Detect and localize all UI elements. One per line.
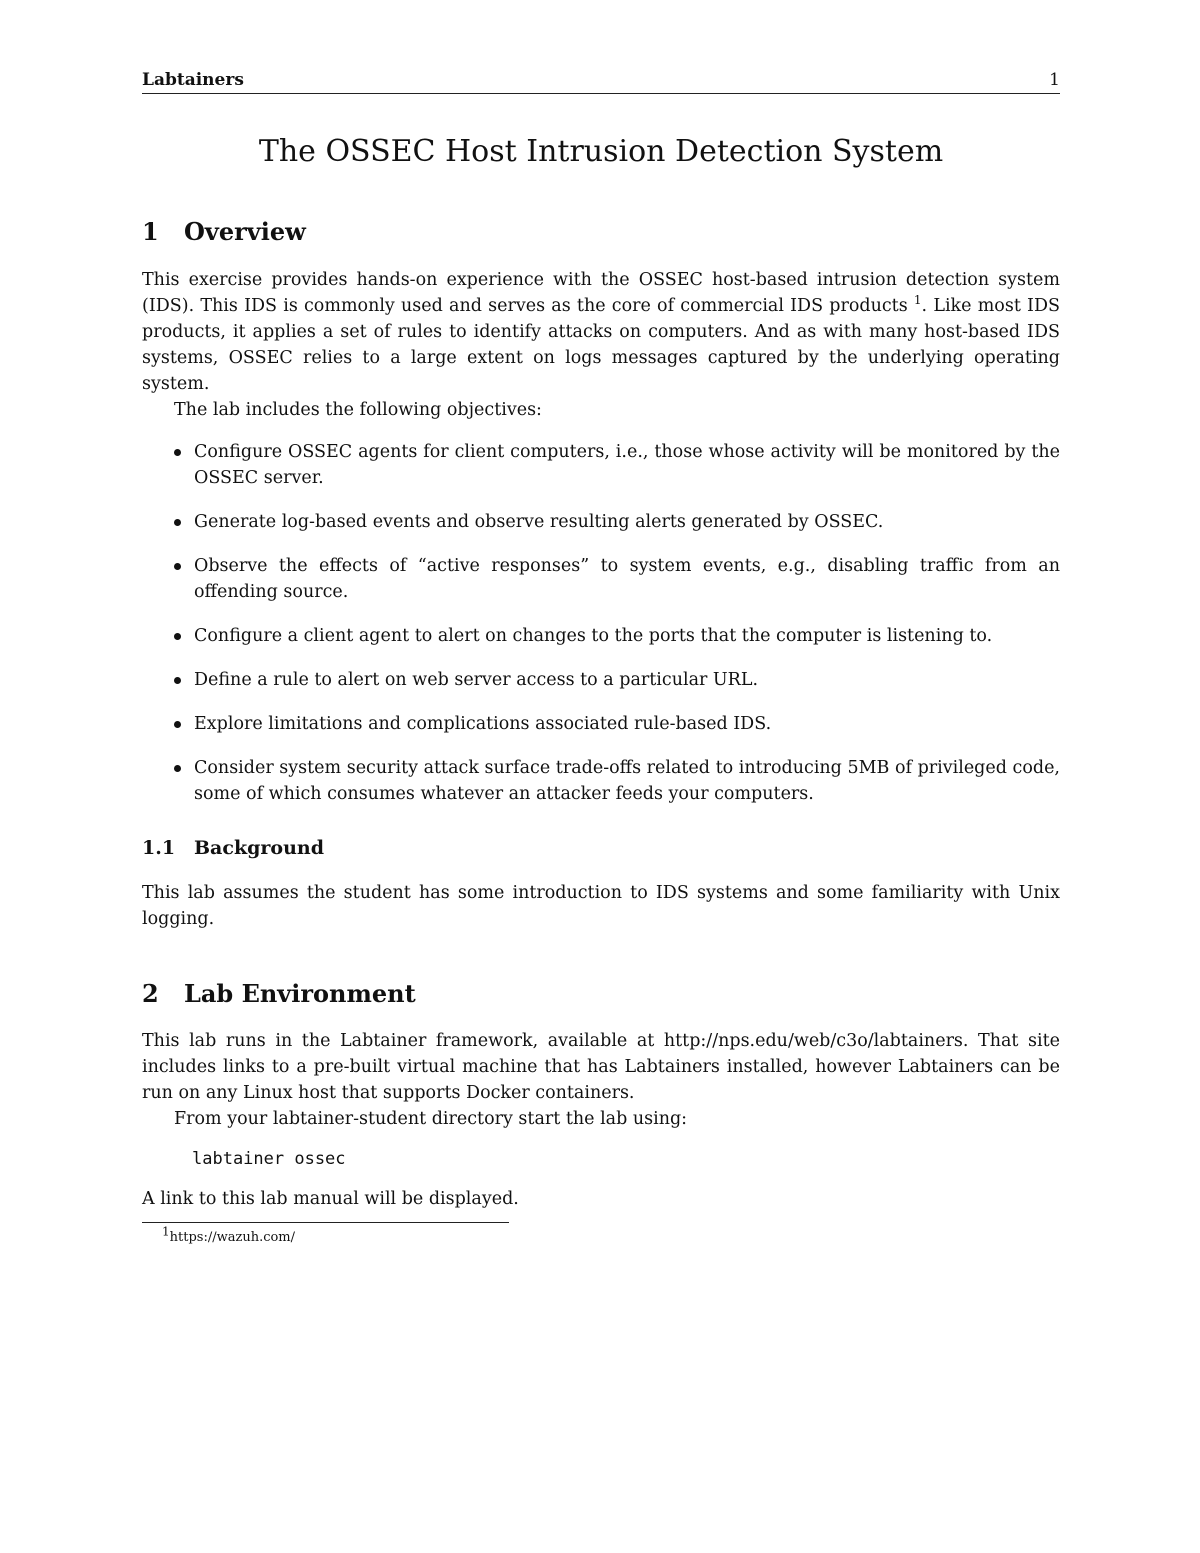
bullet-icon [174, 563, 181, 570]
footnote-link[interactable]: https://wazuh.com/ [169, 1230, 296, 1246]
objective-text: Configure OSSEC agents for client computers, i.e., those whose activity will be monitored by the OSSEC server. [194, 441, 1060, 488]
list-item [142, 509, 1060, 535]
command-block: labtainer ossec [192, 1149, 346, 1170]
header-title: Labtainers [142, 70, 244, 90]
overview-text-a: This exercise provides hands-on experience with the OSSEC host-based intrusion detection system (IDS). This IDS is commonly used and serves as the core of commercial IDS products [142, 269, 1060, 316]
objective-text: Configure a client agent to alert on changes to the ports that the computer is listening to. [194, 625, 993, 646]
list-item [142, 667, 1060, 693]
lab-environment-paragraph: This lab runs in the Labtainer framework, available at http://nps.edu/web/c3o/labtainers. That site includes links to a pre-built virtual machine that has Labtainers installed, however Labtainers can be run on any Linux host that supports Docker containers. [142, 1031, 1060, 1104]
objective-text: Define a rule to alert on web server access to a particular URL. [194, 669, 759, 690]
objective-text: Explore limitations and complications associated rule-based IDS. [194, 713, 772, 734]
start-instructions: From your labtainer-student directory start the lab using: [174, 1109, 688, 1130]
bullet-icon [174, 721, 181, 728]
document-page [142, 70, 1060, 1247]
list-item [142, 755, 1060, 807]
section-heading-overview [142, 218, 1060, 247]
closing-paragraph: A link to this lab manual will be displayed. [142, 1189, 519, 1210]
subsection-heading-background [142, 837, 1060, 860]
objective-text: Generate log-based events and observe resulting alerts generated by OSSEC. [194, 511, 884, 532]
bullet-icon [174, 677, 181, 684]
objective-text: Observe the effects of “active responses” to system events, e.g., disabling traffic from an offending source. [194, 555, 1060, 602]
page-number: 1 [1049, 70, 1060, 90]
background-paragraph: This lab assumes the student has some introduction to IDS systems and some familiarity with Unix logging. [142, 882, 1060, 929]
overview-paragraph [142, 267, 1060, 397]
overview-text-b: . Like most IDS products, it applies a set of rules to identify attacks on computers. And as with many host-based IDS systems, OSSEC relies to a large extent on logs messages captured by the underlying operating system. [142, 295, 1060, 394]
subsection-title: Background [194, 836, 324, 859]
footnote-mark: 1 [162, 1225, 170, 1240]
footnote [162, 1225, 1060, 1247]
section-title: Lab Environment [184, 978, 416, 1008]
document-title: The OSSEC Host Intrusion Detection System [258, 134, 944, 169]
section-number: 2 [142, 978, 159, 1008]
list-item [142, 439, 1060, 491]
objectives-intro: The lab includes the following objectives: [174, 399, 542, 420]
bullet-icon [174, 765, 181, 772]
objectives-list [142, 439, 1060, 807]
objective-text: Consider system security attack surface trade-offs related to introducing 5MB of privileged code, some of which consumes whatever an attacker feeds your computers. [194, 757, 1060, 804]
list-item [142, 623, 1060, 649]
subsection-number: 1.1 [142, 836, 176, 859]
list-item [142, 711, 1060, 737]
footnote-divider [142, 1222, 509, 1223]
footnote-reference[interactable]: 1 [913, 292, 922, 307]
section-heading-lab-environment [142, 980, 1060, 1009]
bullet-icon [174, 633, 181, 640]
bullet-icon [174, 519, 181, 526]
list-item [142, 553, 1060, 605]
section-number: 1 [142, 217, 159, 246]
section-title: Overview [184, 217, 306, 246]
running-header [142, 70, 1060, 94]
bullet-icon [174, 449, 181, 456]
